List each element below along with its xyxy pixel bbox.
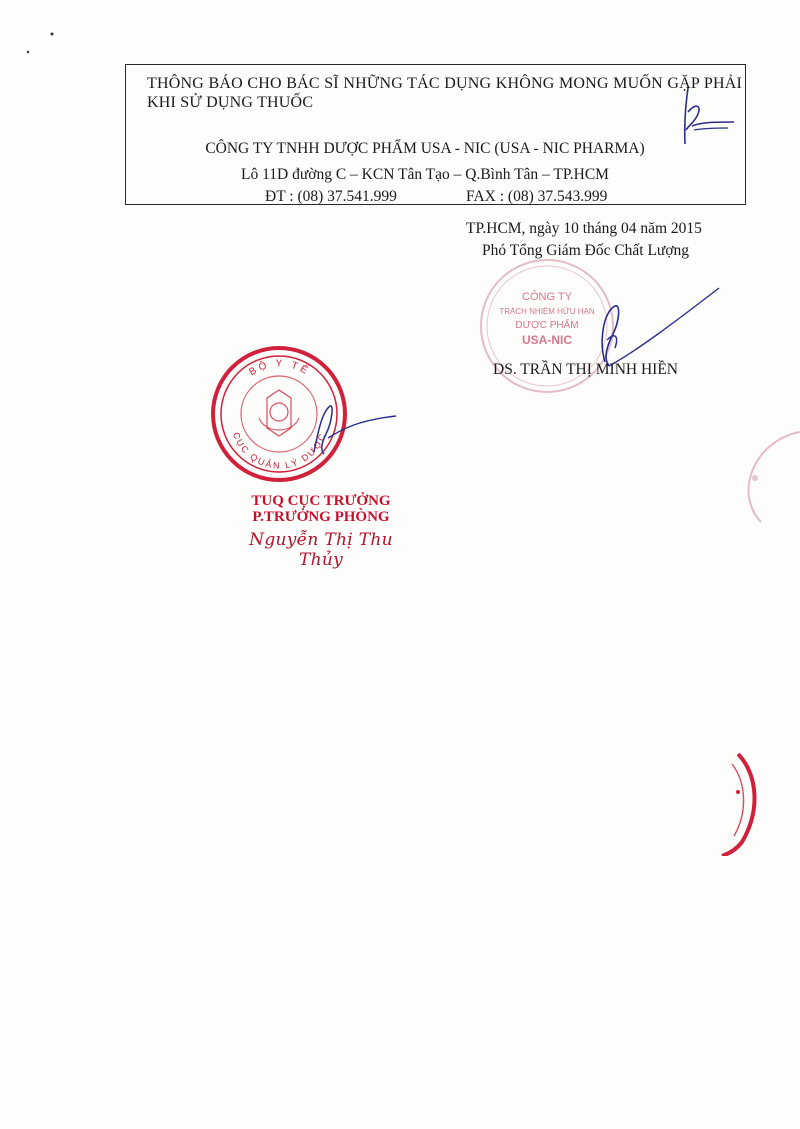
company-address: Lô 11D đường C – KCN Tân Tạo – Q.Bình Tân – TP.HCM bbox=[241, 166, 609, 183]
official-signature bbox=[300, 392, 400, 462]
initial-signature bbox=[676, 82, 738, 148]
ministry-seal-top-text: BỘ Y TẾ bbox=[247, 358, 312, 379]
company-fax: FAX : (08) 37.543.999 bbox=[466, 188, 608, 205]
signer-title: Phó Tổng Giám Đốc Chất Lượng bbox=[482, 242, 690, 259]
approval-line1: TUQ CỤC TRƯỞNG bbox=[251, 493, 391, 509]
company-name: CÔNG TY TNHH DƯỢC PHẨM USA - NIC (USA - NIC PHARMA) bbox=[205, 140, 645, 157]
company-seal-line4: USA-NIC bbox=[522, 333, 572, 347]
document-date: TP.HCM, ngày 10 tháng 04 năm 2015 bbox=[466, 220, 702, 237]
partial-stamp-right-upper bbox=[715, 428, 800, 523]
approval-line2: P.TRƯỞNG PHÒNG bbox=[252, 509, 390, 525]
company-phone: ĐT : (08) 37.541.999 bbox=[265, 188, 397, 205]
signer-name: DS. TRẦN THỊ MINH HIỀN bbox=[493, 361, 678, 378]
approval-block bbox=[226, 493, 416, 570]
company-seal-line2: TRÁCH NHIỆM HỮU HẠN bbox=[499, 307, 595, 316]
ministry-seal-bottom-text: CỤC QUẢN LÝ DƯỢC bbox=[230, 430, 329, 471]
company-seal-line3: DƯỢC PHẨM bbox=[515, 320, 579, 331]
approval-name: Nguyễn Thị Thu Thủy bbox=[249, 530, 393, 570]
scan-speck-dots bbox=[0, 0, 80, 60]
partial-stamp-right-lower bbox=[712, 752, 800, 856]
company-seal-line1: CÔNG TY bbox=[522, 291, 572, 303]
notice-heading: THÔNG BÁO CHO BÁC SĨ NHỮNG TÁC DỤNG KHÔNG MONG MUỐN GẶP PHẢI KHI SỬ DỤNG THUỐC bbox=[147, 75, 742, 111]
